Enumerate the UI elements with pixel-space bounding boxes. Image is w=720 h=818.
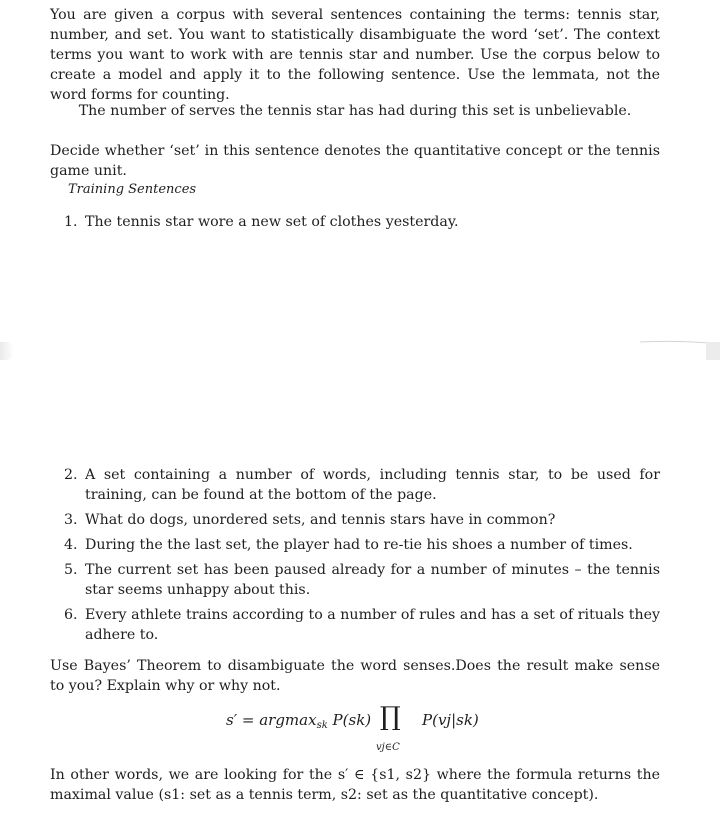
product-symbol: ∏ (380, 702, 401, 732)
formula-lhs: s′ = argmax$_{sk}$ P(sk) (226, 711, 372, 731)
item-text: What do dogs, unordered sets, and tennis stars have in common? (85, 512, 556, 528)
training-item-5 (64, 560, 660, 600)
training-item-6 (64, 605, 660, 645)
conclusion-paragraph: In other words, we are looking for the s′ ∈ {s1, s2} where the formula returns the maximal value (s1: set as a tennis term, s2: set as the quantitative concept). (50, 767, 660, 803)
item-text: During the the last set, the player had to re-tie his shoes a number of times. (85, 537, 633, 553)
question-paragraph: Decide whether ‘set’ in this sentence denotes the quantitative concept or the tennis game unit. (50, 143, 660, 179)
product-subscript: vj∈C (376, 742, 400, 753)
item-text: The tennis star wore a new set of clothes yesterday. (85, 214, 459, 230)
training-item-2 (64, 465, 660, 505)
item-text: A set containing a number of words, including tennis star, to be used for training, can be found at the bottom of the page. (85, 467, 660, 503)
item-number: 6. (64, 607, 78, 623)
item-number: 4. (64, 537, 78, 553)
item-text: The current set has been paused already for a number of minutes – the tennis star seems unhappy about this. (85, 562, 660, 598)
item-number: 3. (64, 512, 78, 528)
training-heading: Training Sentences (68, 182, 197, 197)
item-number: 1. (64, 214, 78, 230)
item-text: Every athlete trains according to a number of rules and has a set of rituals they adhere to. (85, 607, 660, 643)
item-number: 2. (64, 467, 78, 483)
target-sentence: The number of serves the tennis star has had during this set is unbelievable. (78, 103, 632, 119)
item-number: 5. (64, 562, 78, 578)
scan-artifact-right (640, 334, 720, 364)
training-item-1 (64, 212, 660, 232)
scan-artifact-left (0, 342, 14, 360)
training-item-4 (64, 535, 660, 555)
training-item-3 (64, 510, 660, 530)
bayes-prompt: Use Bayes’ Theorem to disambiguate the word senses.Does the result make sense to you? Explain why or why not. (50, 658, 660, 694)
formula-likelihood: P(vj|sk) (422, 711, 479, 729)
bayes-formula (226, 702, 526, 756)
intro-paragraph: You are given a corpus with several sentences containing the terms: tennis star, number, and set. You want to statistically disambiguate the word ‘set’. The context terms you want to work with are tennis star and number. Use the corpus below to create a model and apply it to the following sentence. Use the lemmata, not the word forms for counting. (50, 7, 660, 103)
